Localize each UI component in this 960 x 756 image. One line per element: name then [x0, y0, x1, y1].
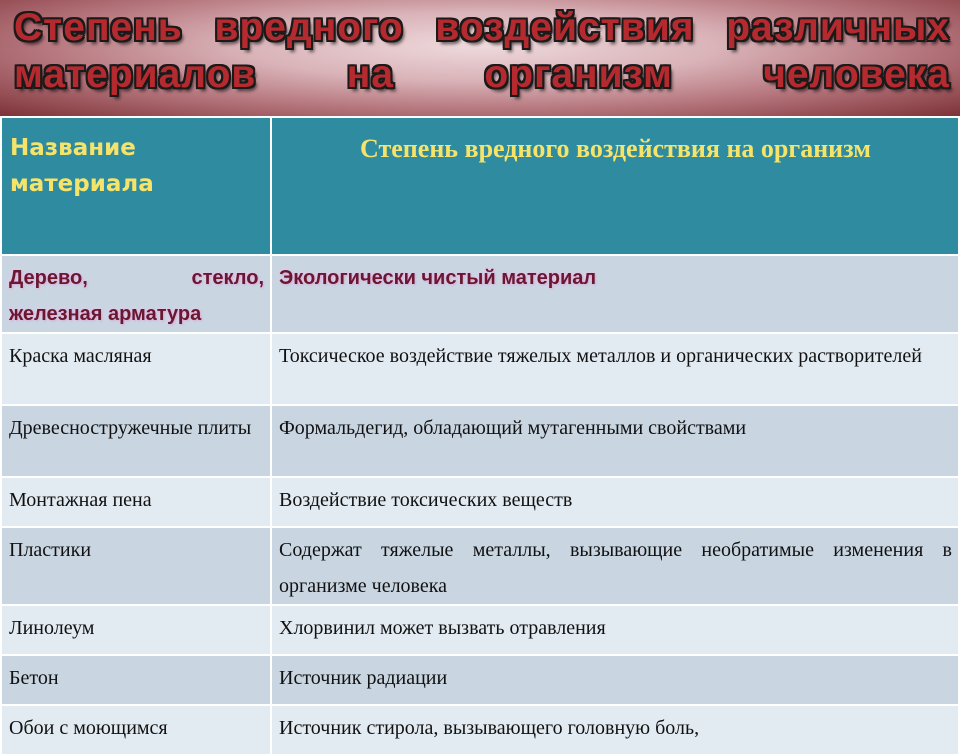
- harm-cell: Воздействие токсических веществ: [271, 477, 959, 527]
- table-row: [1, 655, 959, 705]
- harm-cell: Источник радиации: [271, 655, 959, 705]
- material-cell: Обои с моющимся: [1, 705, 271, 755]
- title-line-2: материалов на организм человека: [14, 53, 950, 96]
- table-header-row: [1, 117, 959, 255]
- table-row: [1, 255, 959, 333]
- title-banner: [0, 0, 960, 116]
- harm-cell: Экологически чистый материал: [271, 255, 959, 333]
- materials-table: [0, 116, 960, 756]
- harm-cell: Токсическое воздействие тяжелых металлов и органических растворителей: [271, 333, 959, 405]
- material-cell: Пластики: [1, 527, 271, 605]
- title-line-1: Степень вредного воздействия различных: [14, 6, 950, 49]
- material-cell: Бетон: [1, 655, 271, 705]
- table-row: [1, 705, 959, 755]
- table-row: [1, 527, 959, 605]
- table-row: [1, 605, 959, 655]
- table-row: [1, 333, 959, 405]
- material-cell: Краска масляная: [1, 333, 271, 405]
- header-harm-degree: Степень вредного воздействия на организм: [271, 117, 959, 255]
- harm-cell: Источник стирола, вызывающего головную боль,: [271, 705, 959, 755]
- material-cell: Древесностружечные плиты: [1, 405, 271, 477]
- material-cell: Монтажная пена: [1, 477, 271, 527]
- material-cell: Линолеум: [1, 605, 271, 655]
- table-row: [1, 477, 959, 527]
- harm-cell: Хлорвинил может вызвать отравления: [271, 605, 959, 655]
- material-cell: Дерево, стекло, железная арматура: [1, 255, 271, 333]
- table-row: [1, 405, 959, 477]
- header-material-name: Название материала: [1, 117, 271, 255]
- harm-cell: Содержат тяжелые металлы, вызывающие необратимые изменения в организме человека: [271, 527, 959, 605]
- slide-title: [14, 4, 950, 98]
- harm-cell: Формальдегид, обладающий мутагенными свойствами: [271, 405, 959, 477]
